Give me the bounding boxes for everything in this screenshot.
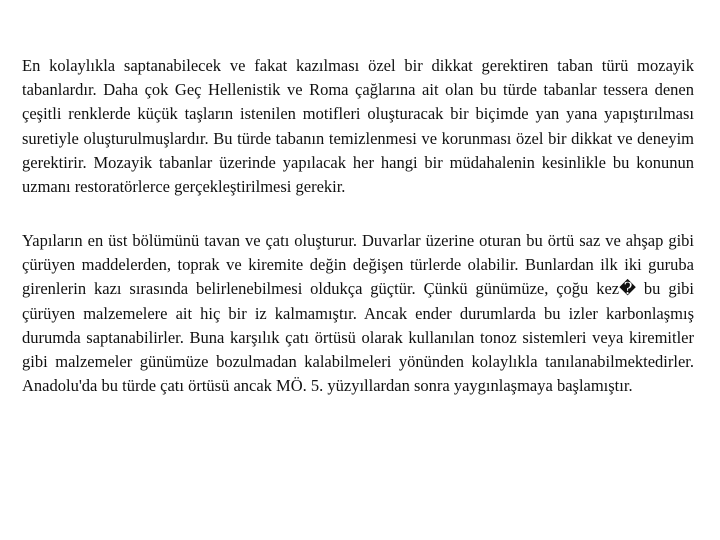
- paragraph-roofs-ceilings: Yapıların en üst bölümünü tavan ve çatı oluşturur. Duvarlar üzerine oturan bu örtü saz ve ahşap gibi çürüyen maddelerden, toprak ve kiremite değin değişen türlerde olabilir. Bunlardan ilk iki guruba girenlerin kazı sırasında belirlenebilmesi oldukça güçtür. Çünkü günümüze, çoğu kez� bu gibi çürüyen malzemelere ait hiç bir iz kalmamıştır. Ancak ender durumlarda bu izler karbonlaşmış durumda saptanabilirler. Buna karşılık çatı örtüsü olarak kullanılan tonoz sistemleri veya kiremitler gibi malzemeler günümüze bozulmadan kalabilmeleri yönünden kolaylıkla tanılanabilmektedirler. Anadolu'da bu türde çatı örtüsü ancak MÖ. 5. yüzyıllardan sonra yaygınlaşmaya başlamıştır.: [22, 231, 694, 396]
- paragraph-mosaic-floors: En kolaylıkla saptanabilecek ve fakat kazılması özel bir dikkat gerektiren taban türü mozayik tabanlardır. Daha çok Geç Hellenistik ve Roma çağlarına ait olan bu türde tabanlar tessera denen çeşitli renklerde küçük taşların istenilen motifleri oluşturacak bir biçimde yan yana yapıştırılması suretiyle oluşturulmuşlardır. Bu türde tabanın temizlenmesi ve korunması özel bir dikkat ve deneyim gerektirir. Mozayik tabanlar üzerinde yapılacak her hangi bir müdahalenin kesinlikle bu konunun uzmanı restoratörlerce gerçekleştirilmesi gerekir.: [22, 56, 694, 197]
